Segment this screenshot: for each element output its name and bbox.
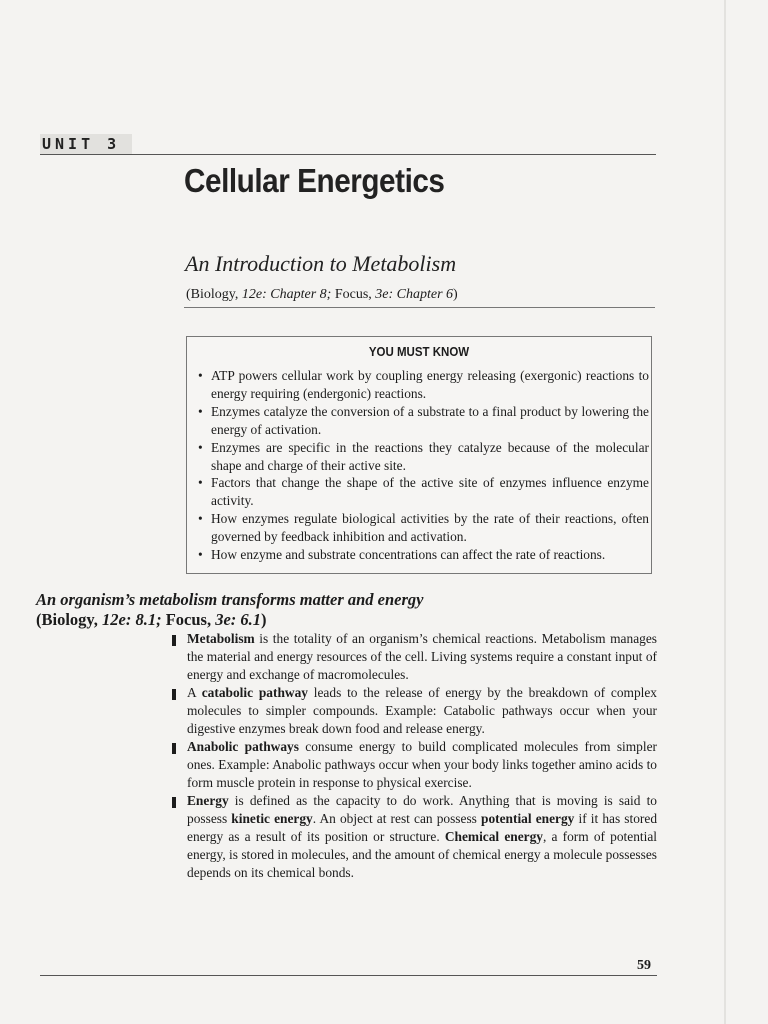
term-potential-energy: potential energy — [481, 811, 575, 826]
term-energy: Energy — [187, 793, 229, 808]
paragraph-text: . An object at rest can possess — [312, 811, 481, 826]
paragraph-text: consume energy to build complicated molecules from simpler ones. Example: Anabolic pathways occur when your body links together amino acids to form muscle protein in response to physical exercise. — [187, 739, 657, 790]
must-know-box — [186, 336, 652, 574]
content-paragraphs — [172, 630, 657, 882]
paragraph-text: , a form of potential energy, is stored in molecules, and the amount of chemical energy a molecule possesses depends on its chemical bonds. — [187, 829, 657, 880]
chapter-ref-prefix: (Biology, — [186, 287, 242, 302]
page-number: 59 — [637, 958, 651, 973]
square-bullet-icon — [172, 689, 176, 700]
unit-label: UNIT 3 — [40, 134, 132, 154]
paragraph-text: is the totality of an organism’s chemical reactions. Metabolism manages the material and energy resources of the cell. Living systems require a constant input of energy and exchange of macromolecules. — [187, 631, 657, 682]
section-ref-focus: Focus, — [161, 610, 216, 629]
chapter-ref-focus-edition: 3e: Chapter 6 — [375, 287, 454, 302]
square-bullet-icon — [172, 797, 176, 808]
chapter-title: An Introduction to Metabolism — [185, 251, 457, 276]
square-bullet-icon — [172, 743, 176, 754]
chapter-rule — [184, 307, 655, 308]
term-catabolic-pathway: catabolic pathway — [201, 685, 308, 700]
section-title: An organism’s metabolism transforms matter and energy — [36, 590, 424, 609]
paragraph-energy — [172, 792, 657, 882]
must-know-item: • Enzymes catalyze the conversion of a substrate to a final product by lowering the energy of activation. — [197, 403, 649, 439]
square-bullet-icon — [172, 635, 176, 646]
paragraph-text: is defined as the capacity to do work. Anything that is moving is said to possess — [187, 793, 657, 826]
section-ref-suffix: ) — [261, 610, 267, 629]
must-know-item: • How enzyme and substrate concentrations can affect the rate of reactions. — [197, 546, 649, 564]
chapter-ref-biology-edition: 12e: Chapter 8; — [241, 287, 332, 302]
section-ref-prefix: (Biology, — [36, 610, 103, 629]
unit-title: Cellular Energetics — [184, 162, 445, 199]
paragraph-text: if it has stored energy as a result of its position or structure. — [187, 811, 658, 844]
must-know-item: • How enzymes regulate biological activities by the rate of their reactions, often governed by feedback inhibition and activation. — [197, 510, 649, 546]
must-know-heading: YOU MUST KNOW — [368, 345, 470, 359]
must-know-item: • Factors that change the shape of the active site of enzymes influence enzyme activity. — [197, 474, 649, 510]
chapter-ref-focus: Focus, — [331, 287, 376, 302]
section-ref-focus-edition: 3e: 6.1 — [215, 610, 262, 629]
top-rule — [40, 154, 656, 155]
must-know-item: • Enzymes are specific in the reactions they catalyze because of the molecular shape and charge of their active site. — [197, 439, 649, 475]
page-edge-shadow — [724, 0, 726, 1024]
term-chemical-energy: Chemical energy — [444, 829, 543, 844]
chapter-reference — [186, 287, 458, 303]
must-know-item: • ATP powers cellular work by coupling energy releasing (exergonic) reactions to energy requiring (endergonic) reactions. — [197, 367, 649, 403]
must-know-list — [197, 367, 649, 564]
paragraph-text: leads to the release of energy by the breakdown of complex molecules to simpler compounds. Example: Catabolic pathways occur when your digestive enzymes break down food and release energy. — [187, 685, 658, 736]
term-metabolism: Metabolism — [187, 631, 255, 646]
footer-rule — [40, 975, 657, 976]
term-anabolic-pathways: Anabolic pathways — [187, 739, 299, 754]
paragraph-lead: A — [187, 685, 202, 700]
chapter-ref-suffix: ) — [453, 287, 458, 302]
paragraph-metabolism — [172, 630, 657, 684]
paragraph-catabolic — [172, 684, 657, 738]
section-ref-biology-edition: 12e: 8.1; — [102, 610, 162, 629]
paragraph-anabolic — [172, 738, 657, 792]
section-reference — [36, 610, 267, 630]
term-kinetic-energy: kinetic energy — [231, 811, 313, 826]
